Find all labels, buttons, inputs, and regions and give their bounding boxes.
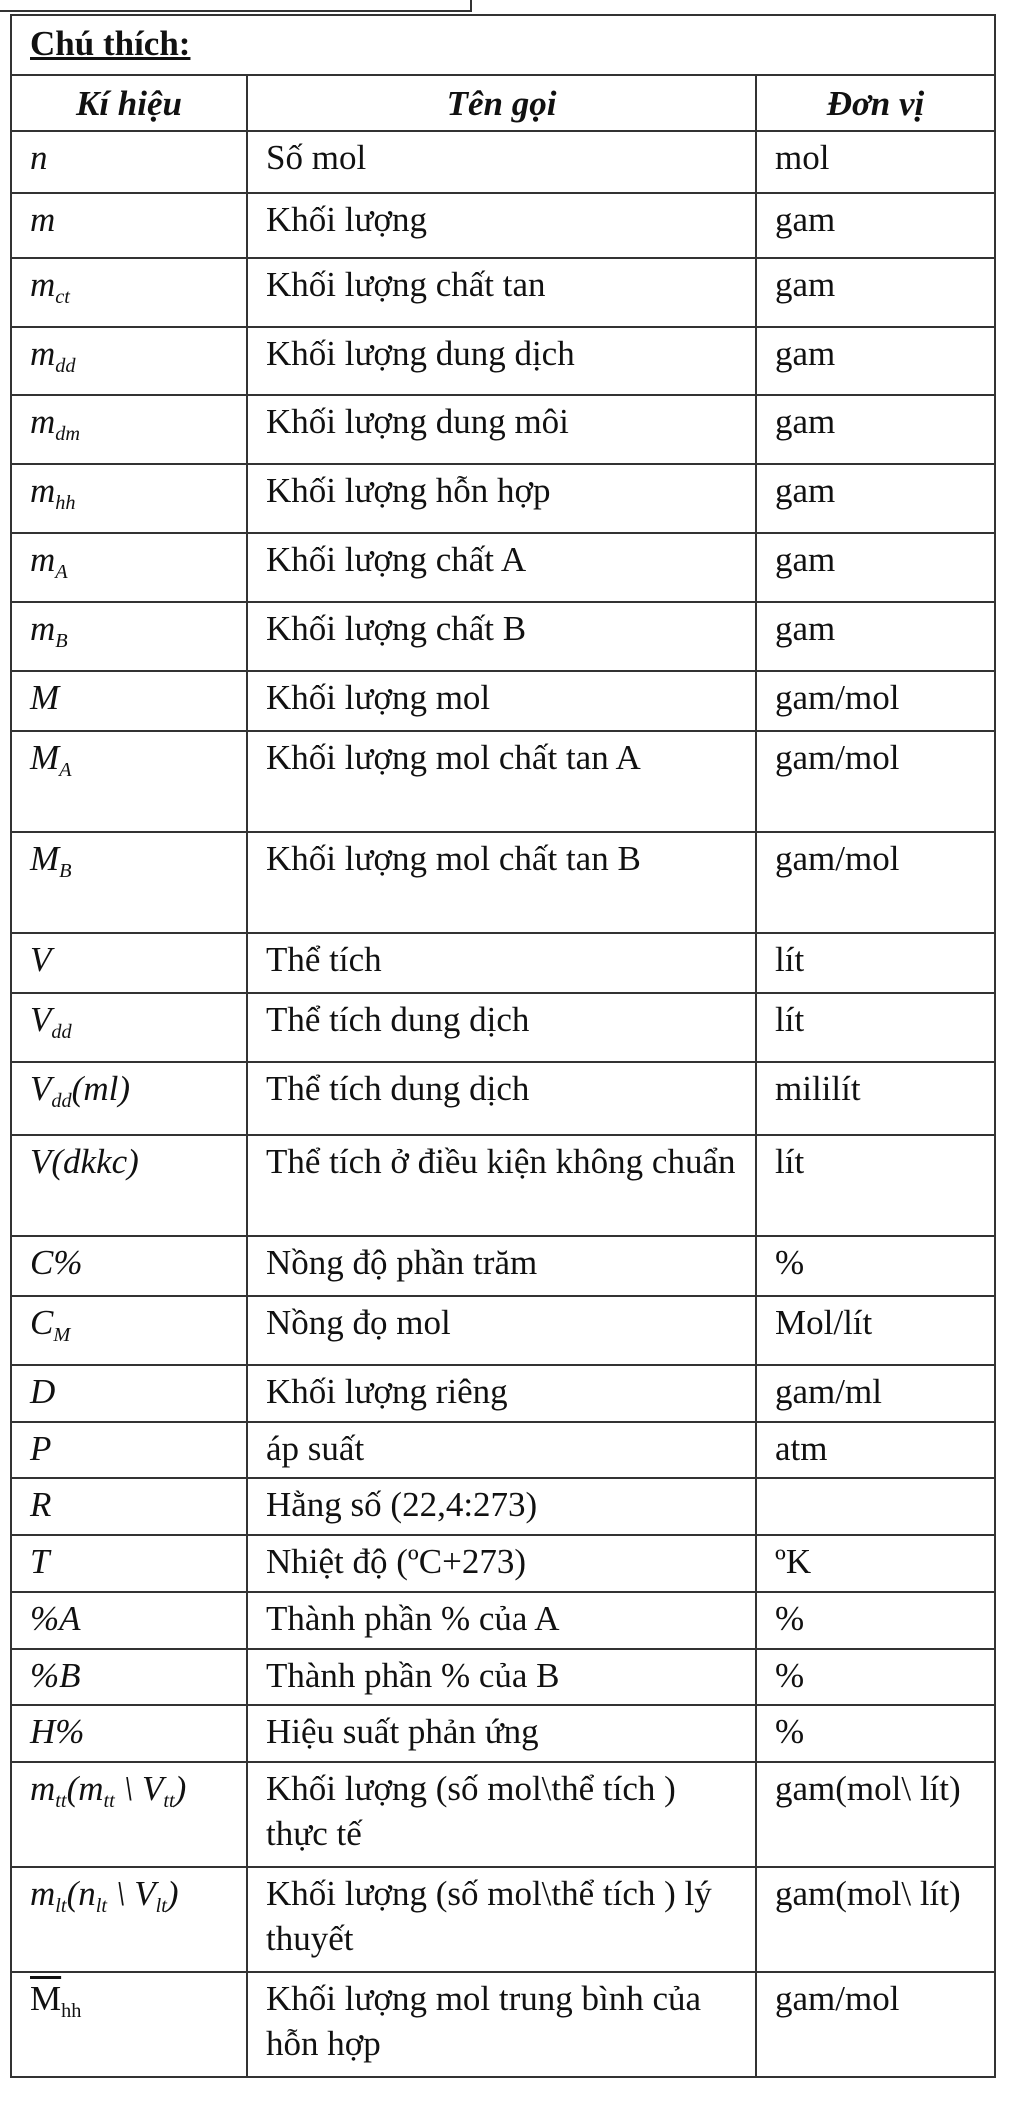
header-symbol: Kí hiệu xyxy=(11,75,247,131)
symbol-cell xyxy=(11,1649,247,1706)
legend-title: Chú thích: xyxy=(11,15,995,75)
symbol-subscript: lt xyxy=(95,1895,107,1918)
table-row xyxy=(11,258,995,327)
unit-cell: gam xyxy=(756,193,995,257)
symbol-cell xyxy=(11,1236,247,1296)
symbol-subscript: dd xyxy=(51,1021,72,1044)
symbol-text: m xyxy=(30,264,56,304)
symbol-cell xyxy=(11,464,247,533)
name-cell: Khối lượng dung môi xyxy=(247,395,756,464)
symbol-cell xyxy=(11,1867,247,1972)
symbol-text: D xyxy=(30,1371,56,1411)
unit-cell: gam xyxy=(756,602,995,671)
symbol-text: m xyxy=(30,471,56,511)
unit-cell: gam(mol\ lít) xyxy=(756,1867,995,1972)
symbol-cell xyxy=(11,1365,247,1422)
unit-cell: gam xyxy=(756,327,995,396)
symbol-cell xyxy=(11,327,247,396)
symbol-text: m xyxy=(30,402,56,442)
unit-cell: mililít xyxy=(756,1062,995,1135)
symbol-text: m xyxy=(30,1769,56,1809)
symbol-subscript: hh xyxy=(55,492,76,515)
table-row xyxy=(11,193,995,257)
unit-cell: gam/mol xyxy=(756,731,995,832)
table-row xyxy=(11,933,995,993)
symbol-text: (ml) xyxy=(71,1068,130,1108)
unit-cell: % xyxy=(756,1592,995,1649)
symbol-cell xyxy=(11,1535,247,1592)
table-row xyxy=(11,1972,995,2077)
symbol-text: M xyxy=(30,838,60,878)
symbol-subscript: M xyxy=(53,1324,71,1347)
symbol-text: $\overline{M}$ xyxy=(30,1978,62,2018)
symbol-text: m xyxy=(30,608,56,648)
unit-cell: gam/ml xyxy=(756,1365,995,1422)
unit-cell: gam xyxy=(756,464,995,533)
symbol-cell xyxy=(11,395,247,464)
symbol-cell xyxy=(11,832,247,933)
table-row xyxy=(11,993,995,1062)
symbol-text: C xyxy=(30,1303,54,1343)
table-row xyxy=(11,1867,995,1972)
symbol-cell xyxy=(11,1422,247,1479)
name-cell: Khối lượng mol chất tan B xyxy=(247,832,756,933)
table-row xyxy=(11,1649,995,1706)
symbol-text: P xyxy=(30,1428,52,1468)
name-cell: Nồng độ phần trăm xyxy=(247,1236,756,1296)
table-row xyxy=(11,464,995,533)
table-row xyxy=(11,327,995,396)
symbol-text: \ V xyxy=(107,1873,156,1913)
name-cell: Khối lượng mol chất tan A xyxy=(247,731,756,832)
table-row xyxy=(11,671,995,731)
table-row xyxy=(11,1705,995,1762)
unit-cell xyxy=(756,1478,995,1535)
symbol-text: m xyxy=(30,200,56,240)
name-cell: Thể tích ở điều kiện không chuẩn xyxy=(247,1135,756,1236)
symbol-text: ) xyxy=(174,1769,187,1809)
symbol-subscript: hh xyxy=(61,1999,82,2022)
name-cell: Khối lượng riêng xyxy=(247,1365,756,1422)
name-cell: Nhiệt độ (ºC+273) xyxy=(247,1535,756,1592)
symbol-text: V xyxy=(30,1068,52,1108)
symbol-cell xyxy=(11,993,247,1062)
symbol-text: V(dkkc) xyxy=(30,1141,139,1181)
unit-cell: ºK xyxy=(756,1535,995,1592)
unit-cell: mol xyxy=(756,131,995,193)
table-row xyxy=(11,1296,995,1365)
table-row xyxy=(11,1478,995,1535)
legend-body xyxy=(11,131,995,2077)
header-unit: Đơn vị xyxy=(756,75,995,131)
symbol-text: H% xyxy=(30,1712,85,1752)
symbol-text: m xyxy=(30,1873,56,1913)
symbol-text: (m xyxy=(66,1769,104,1809)
name-cell: Khối lượng chất tan xyxy=(247,258,756,327)
name-cell: Hiệu suất phản ứng xyxy=(247,1705,756,1762)
table-row xyxy=(11,1762,995,1867)
table-row xyxy=(11,602,995,671)
symbol-cell xyxy=(11,1296,247,1365)
name-cell: Thành phần % của B xyxy=(247,1649,756,1706)
name-cell: Khối lượng chất B xyxy=(247,602,756,671)
symbol-cell xyxy=(11,1972,247,2077)
name-cell: Hằng số (22,4:273) xyxy=(247,1478,756,1535)
symbol-text: ) xyxy=(166,1873,179,1913)
symbol-text: m xyxy=(30,539,56,579)
unit-cell: Mol/lít xyxy=(756,1296,995,1365)
name-cell: Thể tích xyxy=(247,933,756,993)
table-row xyxy=(11,731,995,832)
table-row xyxy=(11,832,995,933)
symbol-cell xyxy=(11,1592,247,1649)
unit-cell: gam(mol\ lít) xyxy=(756,1762,995,1867)
symbol-subscript: tt xyxy=(55,1790,67,1813)
symbol-subscript: tt xyxy=(163,1790,175,1813)
symbol-text: M xyxy=(30,677,60,717)
table-row xyxy=(11,1422,995,1479)
name-cell: Khối lượng hỗn hợp xyxy=(247,464,756,533)
symbol-text: V xyxy=(30,939,52,979)
table-row xyxy=(11,1135,995,1236)
table-row xyxy=(11,533,995,602)
symbol-cell xyxy=(11,1478,247,1535)
symbol-subscript: lt xyxy=(55,1895,67,1918)
unit-cell: gam/mol xyxy=(756,671,995,731)
symbol-text: m xyxy=(30,333,56,373)
symbol-cell xyxy=(11,1762,247,1867)
table-row xyxy=(11,1062,995,1135)
name-cell: Thể tích dung dịch xyxy=(247,1062,756,1135)
symbol-text: (n xyxy=(66,1873,96,1913)
name-cell: Khối lượng mol trung bình của hỗn hợp xyxy=(247,1972,756,2077)
name-cell: Số mol xyxy=(247,131,756,193)
symbol-cell xyxy=(11,131,247,193)
name-cell: áp suất xyxy=(247,1422,756,1479)
table-row xyxy=(11,1535,995,1592)
unit-cell: gam xyxy=(756,395,995,464)
name-cell: Khối lượng (số mol\thể tích ) thực tế xyxy=(247,1762,756,1867)
unit-cell: gam xyxy=(756,533,995,602)
symbol-cell xyxy=(11,533,247,602)
symbol-cell xyxy=(11,1705,247,1762)
symbol-subscript: B xyxy=(59,859,72,882)
unit-cell: gam xyxy=(756,258,995,327)
symbol-subscript: dd xyxy=(55,354,76,377)
table-row xyxy=(11,1592,995,1649)
unit-cell: gam/mol xyxy=(756,1972,995,2077)
table-row xyxy=(11,1365,995,1422)
name-cell: Thành phần % của A xyxy=(247,1592,756,1649)
symbol-cell xyxy=(11,933,247,993)
unit-cell: % xyxy=(756,1705,995,1762)
symbol-cell xyxy=(11,1135,247,1236)
name-cell: Khối lượng dung dịch xyxy=(247,327,756,396)
symbol-subscript: dd xyxy=(51,1089,72,1112)
name-cell: Nồng đọ mol xyxy=(247,1296,756,1365)
name-cell: Khối lượng xyxy=(247,193,756,257)
symbol-text: R xyxy=(30,1485,52,1525)
symbol-subscript: B xyxy=(55,629,68,652)
symbol-text: C% xyxy=(30,1242,83,1282)
symbol-cell xyxy=(11,258,247,327)
symbol-subscript: A xyxy=(59,758,72,781)
symbol-subscript: A xyxy=(55,561,68,584)
header-name: Tên gọi xyxy=(247,75,756,131)
symbol-text: M xyxy=(30,737,60,777)
symbol-cell xyxy=(11,193,247,257)
top-border-fragment xyxy=(0,0,472,12)
name-cell: Khối lượng mol xyxy=(247,671,756,731)
symbol-subscript: dm xyxy=(55,423,81,446)
name-cell: Khối lượng (số mol\thể tích ) lý thuyết xyxy=(247,1867,756,1972)
symbol-cell xyxy=(11,1062,247,1135)
symbol-cell xyxy=(11,671,247,731)
unit-cell: % xyxy=(756,1649,995,1706)
symbol-subscript: lt xyxy=(155,1895,167,1918)
symbol-text: V xyxy=(30,999,52,1039)
symbol-text: T xyxy=(30,1542,50,1582)
unit-cell: % xyxy=(756,1236,995,1296)
table-row xyxy=(11,395,995,464)
name-cell: Khối lượng chất A xyxy=(247,533,756,602)
symbol-cell xyxy=(11,731,247,832)
symbol-text: \ V xyxy=(114,1769,164,1809)
symbol-cell xyxy=(11,602,247,671)
symbol-subscript: tt xyxy=(103,1790,115,1813)
symbol-text: n xyxy=(30,138,48,177)
table-row xyxy=(11,131,995,193)
unit-cell: lít xyxy=(756,993,995,1062)
legend-table xyxy=(10,14,996,2078)
symbol-text: %A xyxy=(30,1598,81,1638)
unit-cell: lít xyxy=(756,933,995,993)
unit-cell: atm xyxy=(756,1422,995,1479)
name-cell: Thể tích dung dịch xyxy=(247,993,756,1062)
unit-cell: lít xyxy=(756,1135,995,1236)
symbol-subscript: ct xyxy=(55,285,70,308)
unit-cell: gam/mol xyxy=(756,832,995,933)
symbol-text: %B xyxy=(30,1655,81,1695)
table-row xyxy=(11,1236,995,1296)
